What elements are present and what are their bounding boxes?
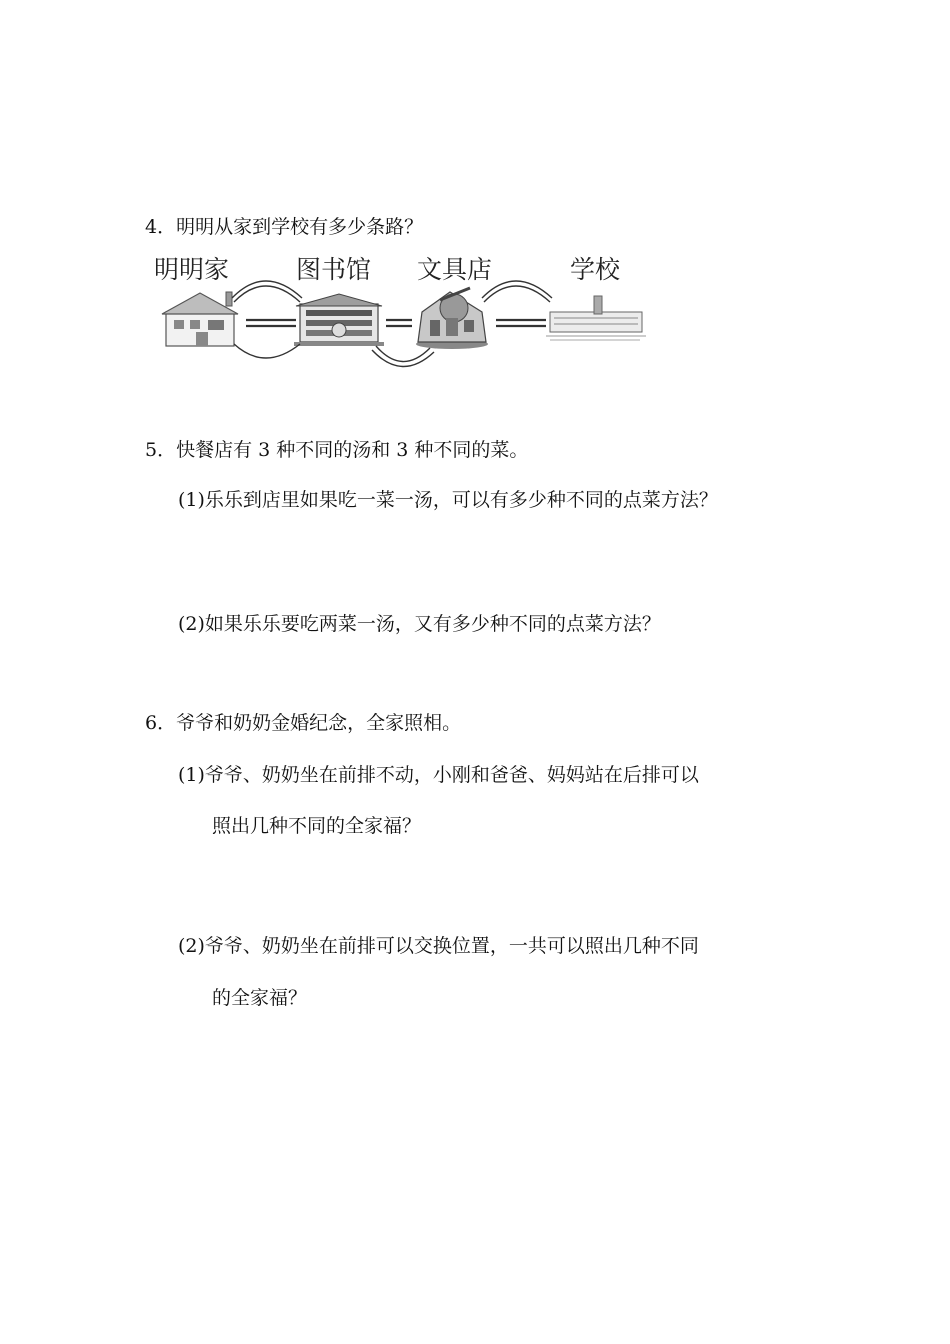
roads-store-school: [482, 281, 552, 326]
place-label-stationery-store: 文具店: [417, 255, 493, 284]
route-diagram: [150, 248, 660, 378]
question-5-text: 5．快餐店有 3 种不同的汤和 3 种不同的菜。: [145, 439, 529, 461]
question-5-part-1: (1)乐乐到店里如果吃一菜一汤，可以有多少种不同的点菜方法？: [178, 489, 718, 511]
question-4-text: 4．明明从家到学校有多少条路？: [145, 216, 424, 238]
place-label-library: 图书馆: [296, 255, 372, 284]
question-6-part-2-line-2: 的全家福？: [212, 987, 308, 1009]
question-6-part-1-line-1: (1)爷爷、奶奶坐在前排不动，小刚和爸爸、妈妈站在后排可以: [178, 764, 699, 786]
stationery-store-icon: [416, 288, 488, 349]
library-icon: [294, 294, 384, 346]
place-label-school: 学校: [570, 255, 621, 284]
place-label-home: 明明家: [154, 255, 230, 284]
house-icon: [162, 292, 238, 346]
question-6-text: 6．爷爷和奶奶金婚纪念，全家照相。: [145, 712, 462, 734]
school-icon: [546, 296, 646, 340]
roads-home-library: [232, 281, 302, 358]
question-6-part-1-line-2: 照出几种不同的全家福？: [212, 815, 422, 837]
question-6-part-2-line-1: (2)爷爷、奶奶坐在前排可以交换位置，一共可以照出几种不同: [178, 935, 699, 957]
question-5-part-2: (2)如果乐乐要吃两菜一汤，又有多少种不同的点菜方法？: [178, 613, 661, 635]
